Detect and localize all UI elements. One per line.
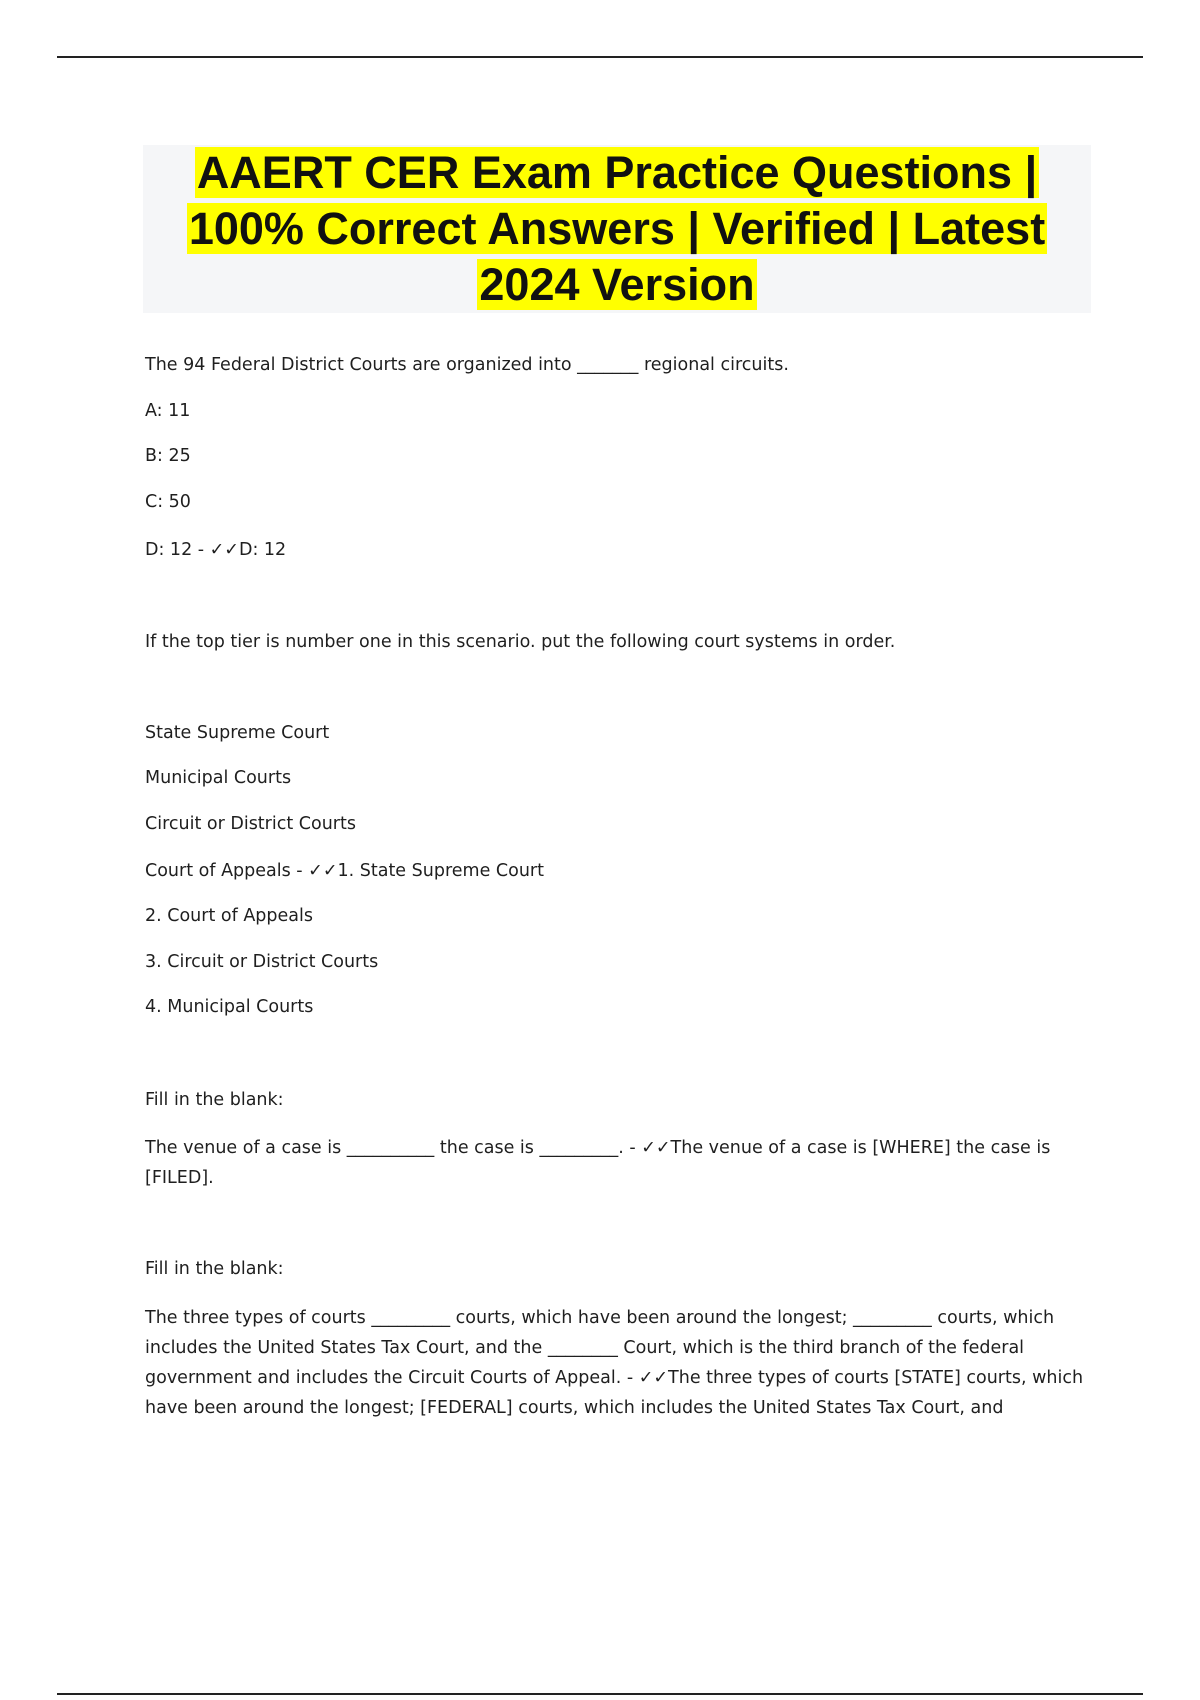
q1-option-d-answer: D: 12 - ✓✓D: 12: [145, 540, 287, 560]
q2-item-3: Circuit or District Courts: [145, 814, 356, 834]
q2-item-5: 2. Court of Appeals: [145, 906, 313, 926]
q1-option-b: B: 25: [145, 446, 191, 466]
q4-heading: Fill in the blank:: [145, 1259, 284, 1279]
q1-option-c: C: 50: [145, 492, 191, 512]
q1-question: The 94 Federal District Courts are organized into _______ regional circuits.: [145, 355, 789, 375]
q4-text: The three types of courts _________ courts, which have been around the longest; _________ courts, which includes the United States Tax Court, and the ________ Court, which is the third branch of the federal government and includes the Circuit Courts of Appeal. - ✓✓The three types of courts [STATE] courts, which have been around the longest; [FEDERAL] courts, which includes the United States Tax Court, and: [145, 1308, 1084, 1418]
bottom-rule: [57, 1693, 1143, 1695]
top-rule: [57, 56, 1143, 58]
q3-text: The venue of a case is __________ the case is _________. - ✓✓The venue of a case is [WHERE] the case is [FILED].: [145, 1138, 1051, 1188]
q2-item-4-answer: Court of Appeals - ✓✓1. State Supreme Court: [145, 861, 544, 881]
title-line-1: AAERT CER Exam Practice Questions |: [196, 147, 1038, 198]
q2-item-2: Municipal Courts: [145, 768, 292, 788]
q2-item-6: 3. Circuit or District Courts: [145, 952, 379, 972]
q2-item-7: 4. Municipal Courts: [145, 997, 314, 1017]
q2-question: If the top tier is number one in this scenario. put the following court systems in order.: [145, 632, 896, 652]
title-box: [143, 145, 1091, 313]
title-line-3: 2024 Version: [479, 259, 755, 310]
page-title: [143, 145, 1091, 313]
title-line-2: 100% Correct Answers | Verified | Latest: [188, 203, 1046, 254]
q2-item-1: State Supreme Court: [145, 723, 330, 743]
q3-heading: Fill in the blank:: [145, 1090, 284, 1110]
q1-option-a: A: 11: [145, 401, 191, 421]
